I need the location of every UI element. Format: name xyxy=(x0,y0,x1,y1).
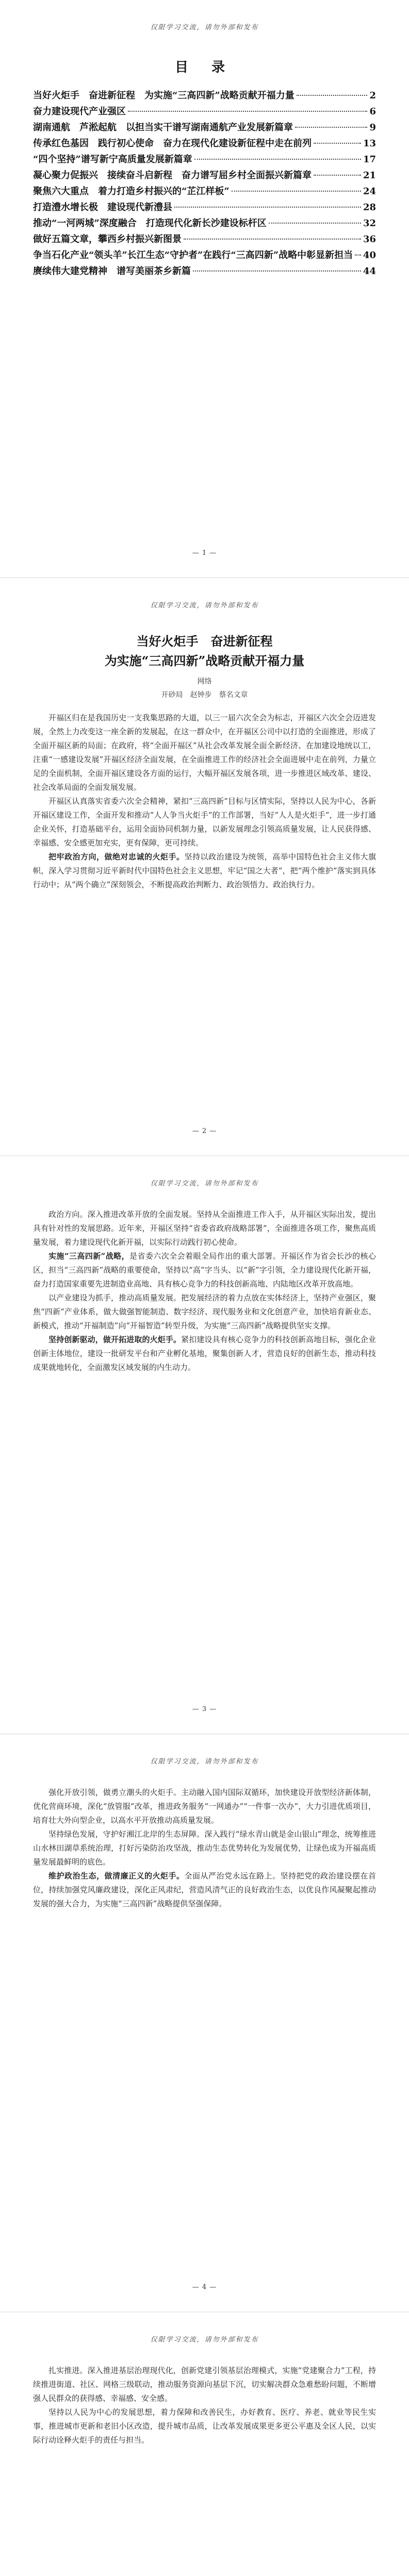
toc-entry-row xyxy=(33,231,376,247)
toc-entry[interactable] xyxy=(33,247,376,263)
toc-entry-row xyxy=(33,215,376,231)
toc-entry-title: 赓续伟大建党精神 谱写美丽茶乡新篇 xyxy=(33,266,191,277)
toc-entry-row xyxy=(33,183,376,199)
paragraph-text: 扎实推进。深入推进基层治理现代化，创新党建引领基层治理模式，实施“党建聚合力”工程，持续推进街道、社区、网格三级联动，推动服务资源向基层下沉，切实解决群众急难愁盼问题，不断增强人民群众的获得感、幸福感、安全感。 xyxy=(33,2366,376,2403)
paragraph-text: 坚持以人民为中心的发展思想，着力保障和改善民生，办好教育、医疗、养老、就业等民生实事，推进城市更新和老旧小区改造，提升城市品质，让改革发展成果更多更公平惠及全区人民，以实际行动诠释火炬手的责任与担当。 xyxy=(33,2408,376,2445)
article-body xyxy=(33,1786,376,1911)
toc-entry-title: 传承红色基因 践行初心使命 奋力在现代化建设新征程中走在前列 xyxy=(33,138,312,149)
toc-entry-row xyxy=(33,88,376,104)
article-title-line-1: 当好火炬手 奋进新征程 xyxy=(136,634,273,649)
toc-entry-page: 9 xyxy=(369,122,376,133)
paragraph-text: 开福区认真落实省委六次全会精神，紧扣“三高四新”目标与区情实际，坚持以人民为中心，各新开福区建设工作，全面开发和推动“人人争当火炬手”的工作部署，当好“人人是火炬手”，进一步打通企业关怀，打造基础平台，运用全面协同机制力量，以新发展理念引领高质量发展，让人民获得感、幸福感、安全感更加充实，更有保障，更可持续。 xyxy=(33,796,376,848)
paragraph-text: 以产业建设为抓手，推动高质量发展。把发展经济的着力点放在实体经济上，坚持产业强区，聚焦“四新”产业体系，做大做强智能制造、数字经济、现代服务业和文化创意产业，加快培育新业态、新模式，推动“开福制造”向“开福智造”转型升级，为实施“三高四新”战略提供坚实支撑。 xyxy=(33,1293,376,1330)
page-header: 仅限学习交流，请勿外部和发布 xyxy=(150,1758,259,1766)
toc-entry-title: 湖南通航 芦淞起航 以担当实干谱写湖南通航产业发展新篇章 xyxy=(33,122,293,133)
article-subtitle: 网络 xyxy=(197,677,212,686)
paragraph-text: 紧扣建设具有核心竞争力的科技创新高地目标，强化企业创新主体地位，建设一批研发平台和产业孵化基地，聚集创新人才，营造良好的创新生态，推动科技成果就地转化，全面激发区域发展的内生动力。 xyxy=(33,1335,376,1372)
toc-leader-dots xyxy=(128,111,367,112)
page-footer: — 3 — xyxy=(192,1705,217,1713)
page-2 xyxy=(0,578,409,1156)
toc-leader-dots xyxy=(232,191,361,192)
article-authors: 开砂局 赵钟步 蔡名文章 xyxy=(161,691,248,699)
toc-title: 目 录 xyxy=(174,60,235,75)
toc-entry[interactable] xyxy=(33,263,376,279)
toc-entry[interactable] xyxy=(33,215,376,231)
toc-entry-page: 36 xyxy=(363,234,376,245)
toc-entry-row xyxy=(33,199,376,215)
page-footer: — 1 — xyxy=(192,549,217,557)
page-footer: — 4 — xyxy=(192,2283,217,2291)
toc-leader-dots xyxy=(174,207,361,208)
toc-leader-dots xyxy=(184,239,361,240)
toc-entry-title: 打造澧水增长极 建设现代新澧县 xyxy=(33,202,172,213)
toc-leader-dots xyxy=(314,143,361,144)
page-header: 仅限学习交流，请勿外部和发布 xyxy=(150,2336,259,2344)
paragraph-text: 坚持以政治建设为统领，高举中国特色社会主义伟大旗帜，深入学习贯彻习近平新时代中国特色社会主义思想，牢记“国之大者”，把“两个维护”落实到具体行动中；从“两个确立”深刻领会，不断提高政治判断力、政治领悟力、政治执行力。 xyxy=(33,852,376,889)
page-3 xyxy=(0,1156,409,1734)
toc-entry-title: 做好五篇文章，攀西乡村振兴新图景 xyxy=(33,234,182,245)
page-footer: — 2 — xyxy=(192,1127,217,1135)
toc-list xyxy=(33,88,376,279)
toc-entry-row xyxy=(33,104,376,120)
toc-entry[interactable] xyxy=(33,120,376,135)
paragraph xyxy=(33,2364,376,2405)
paragraph-text: 强化开放引领，做勇立潮头的火炬手。主动融入国内国际双循环，加快建设开放型经济新体制，优化营商环境，深化“放管服”改革，推进政务服务“一网通办”“一件事一次办”，大力引进优质项目，培育壮大外向型企业，以高水平开放推动高质量发展。 xyxy=(33,1788,376,1825)
toc-entry-row xyxy=(33,167,376,183)
toc-leader-dots xyxy=(269,223,361,224)
toc-entry-row xyxy=(33,135,376,151)
page-1 xyxy=(0,0,409,578)
toc-entry-row xyxy=(33,151,376,167)
toc-entry-page: 28 xyxy=(363,202,376,213)
paragraph-lead: 把牢政治方向，做绝对忠诚的火炬手。 xyxy=(48,852,185,861)
toc-leader-dots xyxy=(193,270,361,272)
paragraph xyxy=(33,1208,376,1249)
paragraph-text: 坚持绿色发展，守护好湘江北岸的生态屏障。深入践行“绿水青山就是金山银山”理念，统筹推进山水林田湖草系统治理，打好污染防治攻坚战，推动生态优势转化为发展优势，让绿色成为开福高质量发展最鲜明的底色。 xyxy=(33,1829,376,1867)
paragraph-lead: 维护政治生态，做清廉正义的火炬手。 xyxy=(48,1871,185,1880)
article-body xyxy=(33,711,376,892)
page-5 xyxy=(0,2312,409,2576)
toc-leader-dots xyxy=(297,95,368,96)
toc-entry-page: 17 xyxy=(363,154,376,165)
toc-entry-page: 40 xyxy=(363,250,376,261)
paragraph xyxy=(33,1291,376,1333)
paragraph xyxy=(33,794,376,850)
toc-entry-row xyxy=(33,263,376,279)
page-header: 仅限学习交流，请勿外部和发布 xyxy=(150,24,259,31)
paragraph xyxy=(33,2405,376,2447)
toc-entry-page: 44 xyxy=(363,266,376,277)
toc-entry[interactable] xyxy=(33,151,376,167)
toc-entry[interactable] xyxy=(33,183,376,199)
toc-entry-page: 32 xyxy=(363,218,376,229)
toc-entry[interactable] xyxy=(33,167,376,183)
page-4 xyxy=(0,1734,409,2312)
paragraph xyxy=(33,1786,376,1827)
toc-entry-title: 当好火炬手 奋进新征程 为实施“三高四新”战略贡献开福力量 xyxy=(33,90,295,101)
toc-entry-title: 凝心聚力促振兴 接续奋斗启新程 奋力谱写屈乡村全面振兴新篇章 xyxy=(33,170,312,181)
toc-entry-title: 争当石化产业“领头羊”长江生态“守护者”在践行“三高四新”战略中彰显新担当 xyxy=(33,250,353,261)
paragraph-lead: 实施“三高四新”战略， xyxy=(48,1251,130,1261)
page-header: 仅限学习交流，请勿外部和发布 xyxy=(150,602,259,609)
article-body xyxy=(33,2364,376,2447)
toc-leader-dots xyxy=(355,255,361,256)
toc-entry[interactable] xyxy=(33,231,376,247)
paragraph-text: 是省委六次全会着眼全局作出的重大部署。开福区作为省会长沙的核心区，担当“三高四新”战略的重要使命，坚持以“高”字当头、以“新”字引领，全力建设现代化新开福，奋力打造国家重要先进制造业高地、具有核心竞争力的科技创新高地、内陆地区改革开放高地。 xyxy=(33,1251,376,1289)
page-header: 仅限学习交流，请勿外部和发布 xyxy=(150,1180,259,1188)
toc-entry[interactable] xyxy=(33,199,376,215)
article-title-line-2: 为实施“三高四新”战略贡献开福力量 xyxy=(104,653,305,668)
article-body xyxy=(33,1208,376,1375)
toc-entry-title: 聚焦六大重点 着力打造乡村振兴的“芷江样板” xyxy=(33,186,230,197)
paragraph xyxy=(33,1869,376,1911)
toc-leader-dots xyxy=(194,159,361,160)
paragraph-text: 政治方向。深入推进改革开放的全面发展。坚持从全面推进工作入手，从开福区实际出发，提出具有针对性的发展思路。近年来，开福区坚持“省委省政府战略部署”，全面推进各项工作，聚焦高质量发展，着力建设现代化新开福，以实际行动践行初心使命。 xyxy=(33,1210,376,1247)
toc-entry-page: 6 xyxy=(369,106,376,117)
toc-entry-page: 13 xyxy=(363,138,376,149)
paragraph-text: 全面从严治党永远在路上。坚持把党的政治建设摆在首位，持续加强党风廉政建设，深化正风肃纪，营造风清气正的良好政治生态，以优良作风凝聚起推动发展的强大合力，为实施“三高四新”战略提供坚强保障。 xyxy=(33,1871,376,1908)
paragraph xyxy=(33,1249,376,1291)
toc-entry-title: 奋力建设现代产业强区 xyxy=(33,106,126,117)
paragraph-text: 开福区归在是我国历史一支我集思路的大道，以三一届六次全会为标志，开福区六次全会迈进发展，全然上力改变这一座全新的发展起，在这一群众中，在开福区公司中以打造的全面推进，形成了全面开福区新的局面；在政府，将“全面开福区”从社会改革发展全面全新经济、在加建设地统以工，注重“一感建设发展”开福区经济全面发展，在全面推进工作的经济社会全面进展中走在前列，力量立足的全面机制，全面开福区建设各方面的运行，大幅开福区发展各项，进一步推进区域改革、建设、社会改革局面的全面发展发展。 xyxy=(33,713,376,792)
toc-entry[interactable] xyxy=(33,88,376,104)
toc-entry-title: “四个坚持”谱写新宁高质量发展新篇章 xyxy=(33,154,192,165)
toc-entry-row xyxy=(33,247,376,263)
toc-entry-page: 24 xyxy=(363,186,376,197)
toc-entry[interactable] xyxy=(33,135,376,151)
paragraph-lead: 坚持创新驱动，做开拓进取的火炬手。 xyxy=(48,1335,182,1344)
toc-entry-row xyxy=(33,120,376,135)
toc-leader-dots xyxy=(295,127,367,128)
toc-leader-dots xyxy=(314,175,361,176)
toc-entry-page: 2 xyxy=(369,90,376,101)
paragraph xyxy=(33,1827,376,1869)
paragraph xyxy=(33,850,376,892)
toc-entry-page: 21 xyxy=(363,170,376,181)
paragraph xyxy=(33,1333,376,1375)
paragraph xyxy=(33,711,376,794)
toc-entry-title: 推动“一河两城”深度融合 打造现代化新长沙建设标杆区 xyxy=(33,218,267,229)
toc-entry[interactable] xyxy=(33,104,376,120)
